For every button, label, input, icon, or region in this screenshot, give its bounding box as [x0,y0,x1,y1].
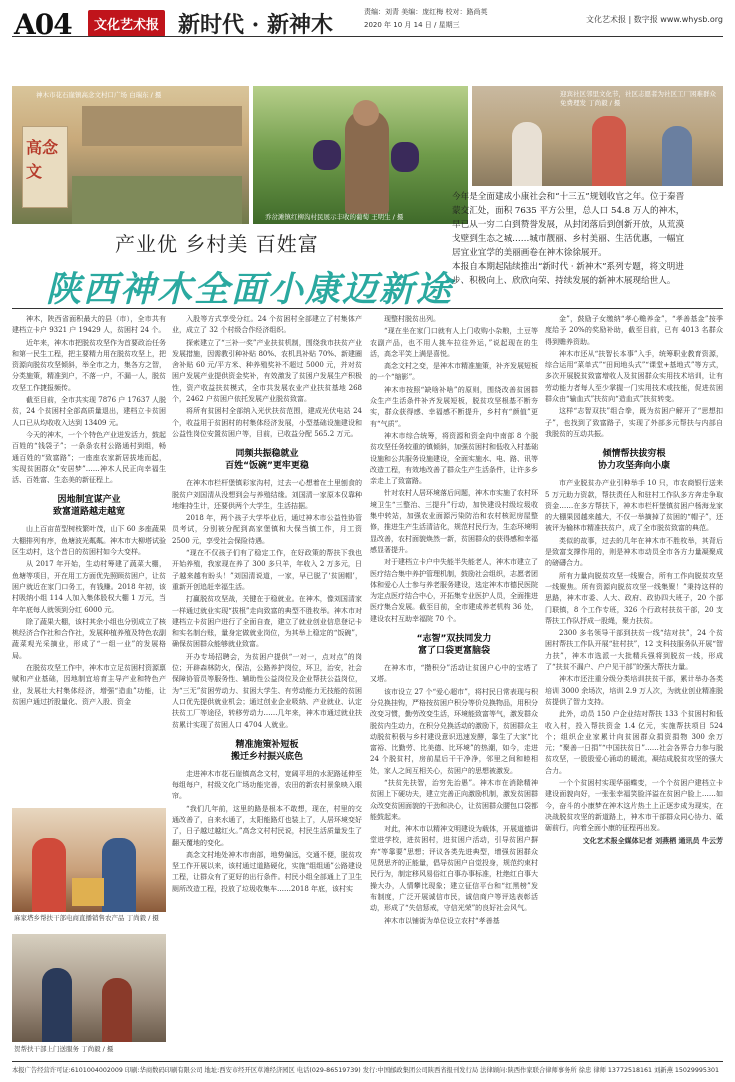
col1-p7: 除了蔬果大棚，该村其余小组也分别成立了核桃经济合作社和合作社，发展种植养殖及特色农副蔬菜观光采摘业，形成了“一组一业”的发展格局。 [12,617,166,660]
issue-date: 2020 年 10 月 14 日 / 星期三 [364,21,460,29]
col3-p11: 对此，神木市以精神文明建设为载体，开展道德讲堂进学校，进贫困村，进贫困户活动，引导贫困户摒弃“等靠要”思想；评议各类先进典型，增强贫困群众见贤思齐的正能量，倡导贫困户自觉投身，规范约束村民行为，制定移风易俗红白事办事标准，杜绝红白事大操大办，人情攀比现象；建立征信平台和“红黑榜”发布制度，广泛开展诚信市民，诚信商户等评选表彰活动，形成了“失信惩戒，守信光荣”的良好社会风气。 [370,825,538,913]
col2-p11: 高念文村地处神木市南部，地势偏远，交通不便，脱贫攻坚工作开展以来，该村通过道路硬化，实施“组组通”公路建设工程，让群众有了更好的出行条件。村民小组全部通上了卫生厕所改造工程，投放了垃圾收集车……2018 年底，该村实 [172,850,362,893]
column-4 [545,314,723,1056]
col2-p9: 走进神木市花石崖镇高念文村，宽阔平坦的水泥路延伸至每组每户，村级文化广场功能完善，农田的新农村景象映入眼帘。 [172,769,362,801]
section-title: 新时代 · 新神木 [178,12,333,38]
col4-p2: 神木市还从“扶智长本事”入手，统筹职业教育资源，综合运用“菜单式”“田间地头式”“课堂+基地式”等方式，多次开展脱贫致富增收人及贫困群众实用技术培训，让有劳动能力者每人至少掌握一门实用技术或技能，促进贫困群众由“输血式”扶贫向“造血式”扶贫转变。 [545,349,723,404]
official-figure [42,968,72,1042]
col3-p10: “扶贫先扶智，治穷先治愚”。神木市在消除精神贫困上下硬功夫，建立完善正向激励机制，激发贫困群众改变贫困面貌的干劲和决心，让贫困群众腰包口袋都能鼓起来。 [370,778,538,821]
newspaper-logo: 文化艺术报 [88,10,165,37]
col2-p8: 开办专场招聘会，为贫困户提供“一对一，点对点”的岗位；开辟森林防火，保洁，公路养护岗位，环卫，治安，社会保障协管员等服务性、辅助性公益岗位及企业帮扶公益岗位，为“三无”贫困劳动力、贫困大学生、有劳动能力无技能的贫困人口优先提供就业机会；通过创业企业吸纳、产业就业、认定扶贫工厂等途径，转移劳动力……几年来，神木市通过就业扶贫累计实现了贫困人口 4704 人就业。 [172,652,362,729]
byline: 文化艺术报全媒体记者 刘燕栖 通讯员 牛云芳 [582,836,723,846]
col2-p7: 打赢脱贫攻坚战，关键在于稳就业。在神木，像刘国清家一样通过就业实现“拔根”走向致富的典型不胜枚举。神木市对建档立卡贫困户进行了全面自查，建立了就业创业信息登记卡和实名制台账，量身定做就业岗位，为其举上稳定的“饭碗”，确保贫困群众能够就业致富。 [172,595,362,649]
col4-p10: 一个个贫困村实现华丽蝶变，一个个贫困户建档立卡建设面貌向好，一张张幸福笑脸洋溢在贫困户脸上……如今，奋斗的小康梦在神木这片热土上正逐步成为现实，在决战脱贫攻坚的新道路上，神木市干部群众同心协力、砥砺前行，向着全面小康的征程再出发。 [545,778,723,833]
col3-p6: 针对农村人居环境落后问题，神木市实施了农村环境卫生“三整治、三提升”行动，加快建设村级垃圾收集中转站，加强农业面源污染防治和农村核泥房屋整修，推进生产生活清洁化，规范村民行为，生态环境明显改善，农村面貌焕然一新，贫困群众的获得感和幸福感显著提升。 [370,489,538,554]
farmer-head [353,100,379,126]
col3-p4: 神木市按照“缺啥补啥”的原则，围绕改善贫困群众生产生活条件补齐发展短板，脱贫攻坚根基不断夯实，群众获得感、幸福感不断提升，乡村有“颜值”更有“气质”。 [370,385,538,428]
plaza [72,176,242,224]
page-number: A04 [14,8,72,41]
grape-bunch-right [391,142,419,172]
header-rule [12,36,723,37]
col1-p6: 从 2017 年开始，生动村筹建了蔬菜大棚，鱼塘等项目，开在用工方面优先照顾贫困户，让贫困户就近在家门口务工，有钱赚。2018 年初，该村吸纳小组 114 人加入集体股权大棚 1 万元，当年年底每人就领到分红 6000 元。 [12,560,166,614]
col1-p1: 神木，陕西省面积最大的县（市），全市共有建档立卡户 9321 户 19429 人，贫困村 24 个。 [12,315,166,335]
column-2 [172,314,362,1056]
footer: 本报广告经营许可证:6101004002009 印刷:华商数码印刷有限公司 地址:西安市经开区草滩经济园区 电话(029-86519739) 发行:中国邮政集团公司陕西省报刊发行局 法律顾问:陕西作家联合律师事务所 徐忠 律师 13772518161 刘新燕 15029995301 [12,1061,723,1074]
col1-p4: 今天的神木，一个个特色产业迸发活力，鼓起百姓的“钱袋子”；一条条农村公路通村到组，畅通百姓的“致富路”；一座座农家新居拔地而起，实现贫困群众“安居梦”……神木人民正向幸福生活、百姓富、生态美的新征程上。 [12,430,166,485]
photo-caption-3: 迎宾社区邻里文化节，社区志愿者为社区工厂困难群众免费理发 丁尚毅 / 摄 [560,90,716,107]
headline-subtitle: 产业优 乡村美 百姓富 [115,232,319,256]
person-1 [32,838,66,912]
col3-p9: 该市设立 27 个“爱心超市”，将村民日常表现与积分兑换挂钩，严格按贫困户积分等价兑换物品，用积分改变习惯，勤劳改变生活，环境能致富等气，激发群众脱贫内生动力，在积分兑换活动的激励下，贫困群众主动脱贫积极与乡村建设意识迅速发酵，靠生了大家“比富裕、比勤劳、比美德、比环境”的热潮，如今，走进 24 个脱贫村，房前屋后干干净净，邻里之间和睦相处，家人之间互相关心，贫困户的思想被激发。 [370,687,538,775]
resident [662,126,692,186]
col2-subhead-1: 同频共振稳就业 百姓“饭碗”更牢更稳 [225,449,309,472]
produce-box [72,878,104,906]
col2-subhead-2: 精准施策补短板 搬迁乡村振兴底色 [230,739,303,762]
col2-p5: 2018 年，两个孩子大学毕业后，通过神木市公益性协管员考试，分别被分配到高家堡镇和大保当镇工作，月工资 2500 元，享受社会保险待遇。 [172,514,362,545]
col3-p3: 高念文村之变，是神木市精准施策，补齐发展短板的一个“缩影”。 [370,362,538,382]
col2-p10: “我们几年前，这里的路是根本不敢想，现在，村里的交通改善了，自来水通了，太阳能路灯也装上了，人居环境变好了，日子越过越红火。”高念文村村民说，村民生活质量发生了翻天覆地的变化。 [172,804,362,847]
photo-caption-2: 乔岔滩镇红柳沟村民展示丰收的葡萄 王明生 / 摄 [265,213,404,221]
col1-p3: 截至目前，全市共实现 7876 户 17637 人脱贫，24 个贫困村全部高质量退出，建档立卡贫困人口已从均收收入达到 13409 元。 [12,396,166,427]
photo-caption-1: 神木市花石崖镇高念文村口广场 白瑞东 / 摄 [36,91,162,99]
lead-text: 今年是全面建成小康社会和“十三五”规划收官之年。位于秦晋蒙交汇处，面积 7635 平方公里，总人口 54.8 万人的神木，早已从一穷二白到赞誉发展，从封闭落后到创新开放，从荒漠戈壁到生态之城……城市靓丽、乡村美丽、生活优惠，一幅宜居宜业宜学的美丽画卷在神木徐徐展开。 [452,192,685,258]
col3-p7: 对于建档立卡户中失能半失能老人，神木市建立了医疗结合集中养护管理机制，鼓励社会组织，志愿者团体和爱心人士参与养老服务建设，选定神木市德民医院为定点医疗结合中心，开拓集专业医护人员，全面推进医疗集合发展。截至目前，全市建成养老机构 36 处，建设农村互助幸福院 70 个。 [370,558,538,623]
photo-village-square [12,86,249,224]
col4-p8: 神木市还注重分级分类培训扶贫干部，累计举办各类培训 3000 余场次，培训 2.9 万人次，为就业创业精准脱贫提供了智力支持。 [545,675,723,706]
photo-caption-4: 麻家塔乡帮扶干部电商直播销售农产品 丁尚毅 / 摄 [14,914,159,922]
grape-bunch-left [313,140,341,170]
photo-home-visit [12,934,166,1042]
col3-p2: “现在坐在家门口就有人上门收购小杂粮，土豆等农副产品，也不用人挑车拉往外运，”说起现在的生活，高念平笑上满是喜悦。 [370,327,538,358]
col1-p8: 在脱贫攻坚工作中，神木市立足贫困村资源禀赋和产业基础，因地制宜培育主导产业和特色产业，发展壮大村集体经济，增强“造血”功能，让贫困户通过折股量化、资产入股、资金 [12,664,166,706]
col3-p8: 在神木市，“攒积分”活动让贫困户心中的宝塔了又塔。 [370,664,538,684]
col4-p7: 2300 多名领导干部到扶贫一线“结对扶”，24 个贫困村帮扶工作队开展“驻村扶”，12 支科技服务队开展“智力扶”，神木市选派一大批精兵强将到脱贫一线，形成了“扶贫不漏户、户户见干部”的强大帮扶力量。 [545,629,723,672]
col4-p4: 市产业脱贫办产业引种举手 10 只，市农商银行送来 5 万元助力资款，帮扶责任人和驻村工作队多方奔走争取资金……在多方帮扶下，神木市栏杆堡镇贫困户杨海龙家的大棚果园越来越大，不仅一举摘掉了贫困的“帽子”，还被评为榆林市精准扶贫户，成了全市脱贫致富的典范。 [545,479,723,533]
lead-series-note: 本报自本期起陆续推出“新时代 · 新神木”系列专题，将文明进步、积极向上、欣欣向荣、持续发展的新神木展现给世人。 [452,262,684,286]
col2-p1: 入股等方式享受分红。24 个贫困村全部建立了村集体产业，成立了 32 个村级合作经济组织。 [172,315,362,335]
column-1 [12,314,166,804]
col2-p6: “现在不仅孩子们有了稳定工作，在好政策的帮扶下我也开始养殖，我家现在养了 300 多只羊，年收入 2 万多元，日子越来越有盼头！”刘国清说道，一家，早已脱了‘贫困帽’，重新开创追赶幸福生活。 [172,549,362,591]
photo-livestream [12,808,166,912]
col3-p1: 现整村脱贫出列。 [384,315,440,323]
col1-p5: 山上百亩苗型树枝繁叶茂，山下 60 多座蔬果大棚排列有序，鱼塘波光粼粼。神木市大柳塔试验区生动村，这个昔日的贫困村如今大变样。 [12,525,166,557]
col4-p6: 所有力量向脱贫攻坚一线聚合，所有工作向脱贫攻坚一线聚焦。所有资源向脱贫攻坚一线集聚！”秉持这样的思路，神木市委、人大、政府、政协四大班子，20 个部门联镇，8 个工作专班，326 个行政村扶贫干部，20 支帮扶工作队抒成一股绳，聚力扶贫。 [545,571,723,625]
masthead [0,0,735,54]
photo-caption-5: 贺帮扶干部上门送服务 丁尚毅 / 摄 [14,1045,114,1053]
photo-grapes [253,86,468,224]
person-2 [102,838,136,912]
hillside [82,106,242,146]
col1-subhead: 因地制宜谋产业 致富道路越走越宽 [52,495,125,518]
col4-p1: 金”，鼓励子女缴纳“孝心赡养金”，“孝善基金”按季度给予 20%的奖励补助，截至目前，已有 4013 名群众得到赡养资助。 [545,315,723,346]
col1-p2: 近年来，神木市把脱贫攻坚作为首要政治任务和第一民生工程，把主要精力用在脱贫攻坚上，把资源向脱贫攻坚倾斜，举全市之力，集各方之智，分类施策，精准到户，不落一户，不漏一人，脱贫攻坚工作捷报频传。 [12,338,166,392]
col2-p2: 探索建立了“三补一奖”产业扶贫机制，围绕我市扶贫产业发展措施，因需教引种补贴 80%、农机具补贴 70%、新建圈舍补贴 60 元/平方米、种养殖奖补不超过 5000 元，并对贫困户发展产业提供资金奖补，有效激发了贫困户发展生产积极性，资产收益扶贫模式，全市共发展农业产业扶贫基地 268 个，2462 户贫困户依托发展产业脱贫致富。 [172,338,362,404]
volunteer-1 [512,122,542,186]
col4-subhead: 倾情帮扶拔穷根 协力攻坚奔向小康 [597,449,670,472]
villager-figure [102,978,132,1042]
col2-p3: 将所有贫困村全部纳入光伏扶贫范围，建成光伏电站 24 个，收益用于贫困村的村集体经济发展，小型基础设施建设和公益性岗位安置贫困户等，目前，已收益分配 565.2 万元。 [172,407,362,438]
art-calligraphy: 高念文 [26,138,59,181]
col2-p4: 在神木市栏杆堡镇彩家沟村，过去一心想着在土里刨食的脱贫户刘国清从没想到会与养殖结缘。刘国清一家原本仅靠种地维持生计，还要供两个大学生，生活拮据。 [172,479,362,510]
paper-url: 文化艺术报 | 数字报 www.whysb.org [585,15,723,24]
col4-p5: 类似的故事，过去的几年在神木市不胜枚举，其背后是致富支撑作用的，则是神木市动员全市各方力量凝聚成的磅礴合力。 [545,536,723,568]
headline-title: 陕西神木全面小康迈新途 [46,269,454,310]
col3-subhead: “志智”双扶同发力 富了口袋更富脑袋 [416,634,492,657]
col4-p9: 此外，动员 150 户企业结对帮扶 133 个贫困村和低收入村，投入帮扶资金 1.4 亿元，实施帮扶项目 524 个；组织企业家累计向贫困群众捐资捐物 300 余万元；“聚善一日捐”“中国扶贫日”……社会各界合力参与脱贫攻坚，一股股爱心涌动的暖流，凝结成脱贫攻坚的强大合力。 [545,710,723,775]
col3-p12: 神木市以铺街为单位设立农村“孝善基 [384,916,500,925]
column-3 [370,314,538,1056]
volunteer-2 [592,116,626,186]
editor-credits: 责编：刘青 美编：庞红梅 校对：路尚英 [364,8,488,16]
body-rule [12,308,723,309]
col3-p5: 神木市综合统筹，将资源和资金向中南部 8 个脱贫攻坚任务较重的镇倾斜，加强贫困村和低收入村基础设施和公共服务设施建设，全面实施水、电、路、讯等改造工程，有效地改善了群众生产生活条件，让许多乡亲走上了致富路。 [370,431,538,486]
lead-paragraph [452,190,687,288]
col4-p3: 这样“志智双扶”组合拳，既为贫困户解开了“思想扣子”，也找到了致富路子，实现了外部多元帮扶与内部自我脱贫的互动共振。 [545,407,723,438]
